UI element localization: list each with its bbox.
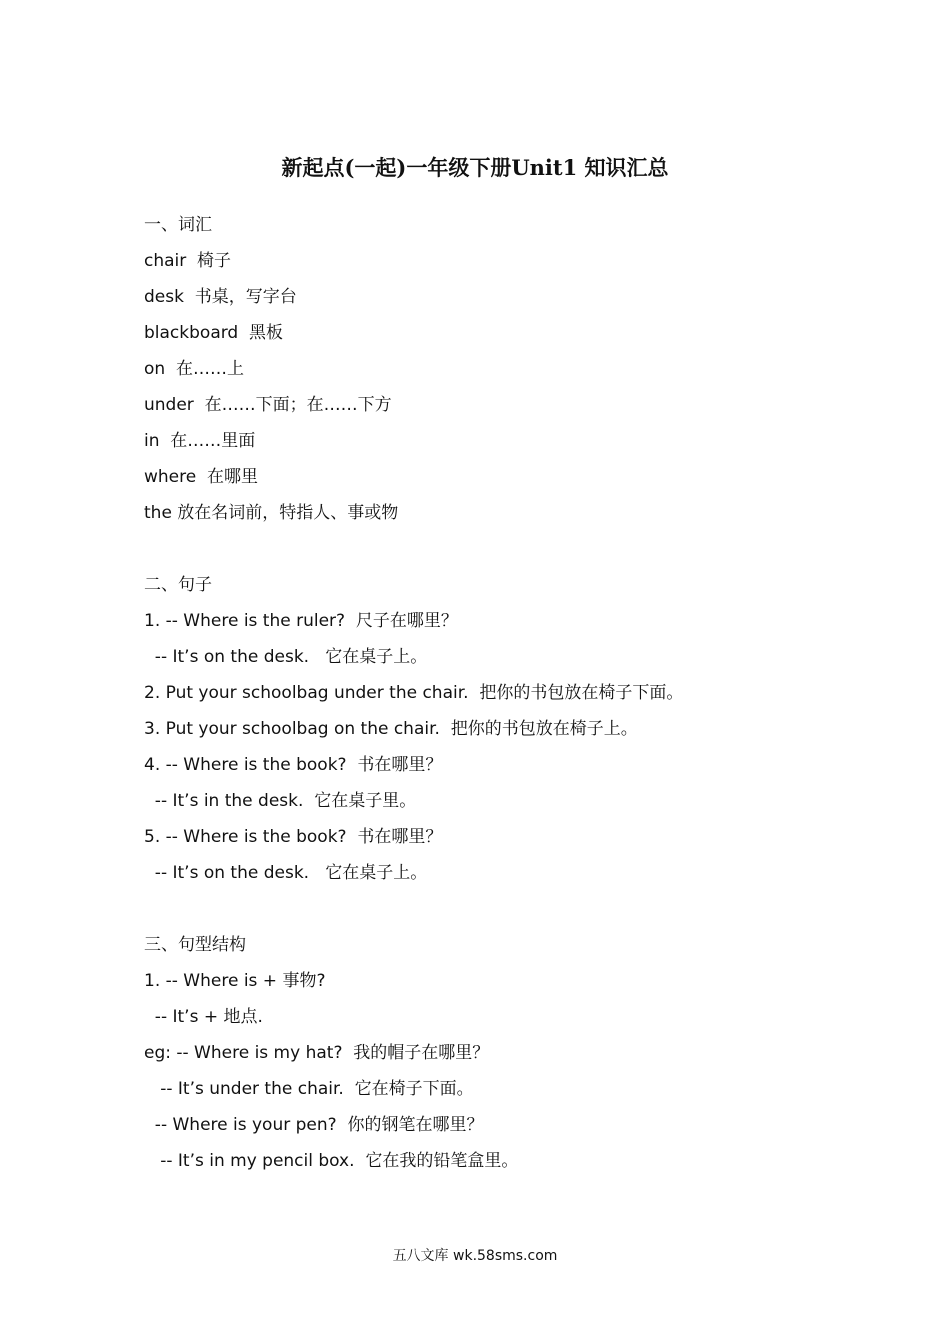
section-heading-vocab: 一、词汇	[144, 215, 212, 235]
section-spacer	[144, 891, 904, 927]
sentence-line: 4. -- Where is the book? 书在哪里？	[144, 755, 443, 775]
pattern-line: -- It’s in my pencil box. 它在我的铅笔盒里。	[144, 1151, 519, 1171]
sentence-line: -- It’s in the desk. 它在桌子里。	[144, 791, 417, 811]
pattern-line: -- Where is your pen? 你的钢笔在哪里？	[144, 1115, 484, 1135]
page-footer-watermark: 五八文库 wk.58sms.com	[392, 1248, 558, 1264]
sentence-line: 1. -- Where is the ruler? 尺子在哪里？	[144, 611, 458, 631]
vocab-line: in 在……里面	[144, 431, 256, 451]
vocab-line: blackboard 黑板	[144, 323, 284, 343]
section-spacer	[144, 531, 904, 567]
sentence-line: -- It’s on the desk. 它在桌子上。	[144, 647, 428, 667]
pattern-line: eg: -- Where is my hat? 我的帽子在哪里？	[144, 1043, 490, 1063]
page-title: 新起点(一起)一年级下册Unit1 知识汇总	[281, 155, 669, 180]
vocab-line: the 放在名词前，特指人、事或物	[144, 503, 399, 523]
pattern-line: 1. -- Where is + 事物?	[144, 971, 326, 991]
vocab-line: desk 书桌，写字台	[144, 287, 297, 307]
sentence-line: -- It’s on the desk. 它在桌子上。	[144, 863, 428, 883]
vocab-line: where 在哪里	[144, 467, 259, 487]
document-body	[144, 207, 904, 1179]
section-heading-patterns: 三、句型结构	[144, 935, 246, 955]
vocab-line: chair 椅子	[144, 251, 232, 271]
sentence-line: 2. Put your schoolbag under the chair. 把你的书包放在椅子下面。	[144, 683, 684, 703]
pattern-line: -- It’s under the chair. 它在椅子下面。	[144, 1079, 474, 1099]
vocab-line: on 在……上	[144, 359, 244, 379]
vocab-line: under 在……下面；在……下方	[144, 395, 392, 415]
sentence-line: 3. Put your schoolbag on the chair. 把你的书包放在椅子上。	[144, 719, 638, 739]
pattern-line: -- It’s + 地点.	[144, 1007, 263, 1027]
sentence-line: 5. -- Where is the book? 书在哪里？	[144, 827, 443, 847]
section-heading-sentences: 二、句子	[144, 575, 212, 595]
